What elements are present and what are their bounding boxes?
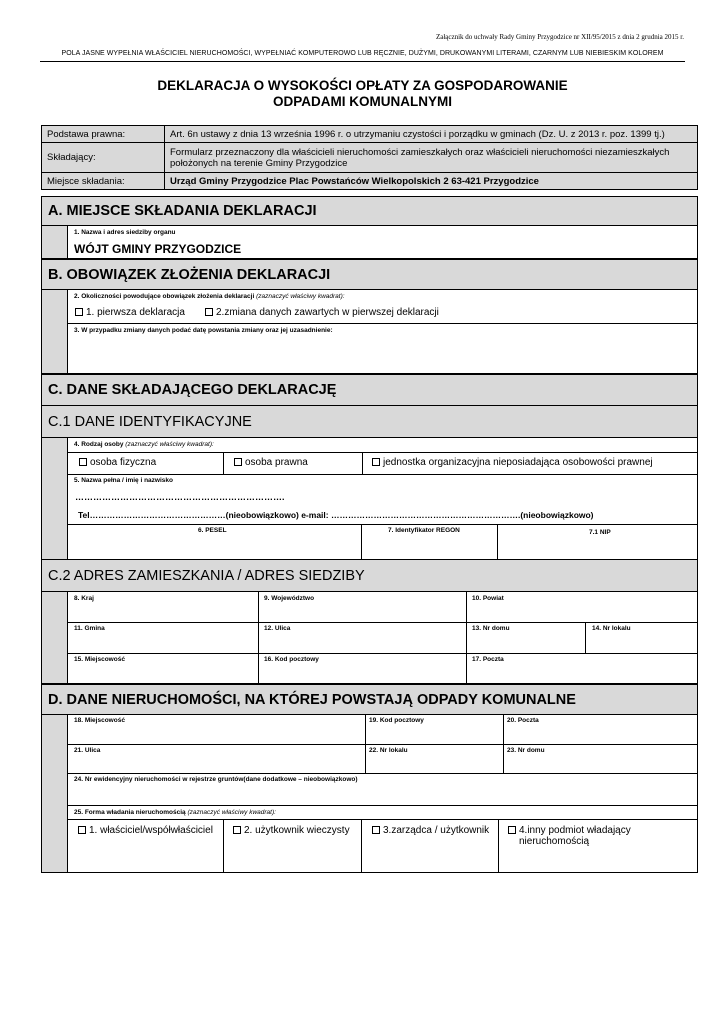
field-11-label: 11. Gmina (74, 625, 105, 632)
checkbox-icon[interactable] (234, 458, 242, 466)
row-divider (68, 323, 697, 324)
field-1-value[interactable]: WÓJT GMINY PRZYGODZICE (74, 242, 242, 256)
ownership-manager-option[interactable] (372, 825, 489, 836)
title-line-2: ODPADAMI KOMUNALNYMI (273, 94, 452, 109)
field-23-label: 23. Nr domu (507, 747, 545, 754)
field-2-label (74, 293, 345, 300)
field-25-label (74, 809, 276, 816)
cell-divider (361, 819, 362, 872)
section-a-row (41, 226, 698, 259)
person-org-option[interactable] (372, 457, 653, 468)
row-divider (68, 653, 697, 654)
field-25-hint: (zaznaczyć właściwy kwadrat): (187, 809, 276, 816)
field-2-hint: (zaznaczyć właściwy kwadrat): (256, 293, 345, 300)
field-8-label: 8. Kraj (74, 595, 94, 602)
cell-divider (223, 452, 224, 474)
row-divider (68, 805, 697, 806)
cell-divider (361, 524, 362, 559)
row-divider (68, 474, 697, 475)
ownership-owner-option[interactable] (78, 825, 213, 836)
field-15-label: 15. Miejscowość (74, 656, 125, 663)
field-4-hint: (zaznaczyć właściwy kwadrat): (125, 441, 214, 448)
row-divider (68, 819, 697, 820)
field-10-label: 10. Powiat (472, 595, 504, 602)
nip-label: 7.1 NIP (589, 529, 611, 536)
cell-divider (585, 622, 586, 653)
cell-divider (362, 452, 363, 474)
field-1-label: 1. Nazwa i adres siedziby organu (74, 229, 176, 236)
field-22-label: 22. Nr lokalu (369, 747, 408, 754)
field-24-label: 24. Nr ewidencyjny nieruchomości w rejestrze gruntów(dane dodatkowe – nieobowiązkowo) (74, 776, 358, 783)
fill-instruction: POLA JASNE WYPEŁNIA WŁAŚCICIEL NIERUCHOMOŚCI, WYPEŁNIAĆ KOMPUTEROWO LUB RĘCZNIE, DUŻYMI, DRUKOWANYMI LITERAMI, CZARNYM LUB NIEBIESKIM KOLOREM (61, 50, 664, 57)
cell-divider (466, 592, 467, 683)
declaration-change-option[interactable] (205, 307, 439, 318)
submitter-label: Składający: (42, 143, 165, 173)
person-legal-label: osoba prawna (245, 457, 308, 468)
cell-divider (497, 524, 498, 559)
section-d-heading: D. DANE NIERUCHOMOŚCI, NA KTÓREJ POWSTAJĄ ODPADY KOMUNALNE (41, 684, 698, 715)
field-2-label-text: 2. Okoliczności powodujące obowiązek złożenia deklaracji (74, 293, 255, 300)
checkbox-icon[interactable] (205, 308, 213, 316)
legal-basis-value: Art. 6n ustawy z dnia 13 września 1996 r. o utrzymaniu czystości i porządku w gminach (Dz. U. z 2013 r. poz. 1399 tj.) (165, 126, 698, 143)
cell-divider (223, 819, 224, 872)
legal-basis-label: Podstawa prawna: (42, 126, 165, 143)
ownership-owner-label: 1. właściciel/współwłaściciel (89, 825, 213, 836)
section-c2-heading: C.2 ADRES ZAMIESZKANIA / ADRES SIEDZIBY (41, 560, 698, 592)
field-21-label: 21. Ulica (74, 747, 101, 754)
checkbox-icon[interactable] (508, 826, 516, 834)
person-legal-option[interactable] (234, 457, 308, 468)
place-label: Miejsce składania: (42, 173, 165, 190)
row-divider (68, 744, 697, 745)
section-c-heading: C. DANE SKŁADAJĄCEGO DEKLARACJĘ (41, 374, 698, 406)
contact-line[interactable]: Tel…………………………………………(nieobowiązkowo) e-mail: ………………………………………………………….(nieobowiązkowo) (78, 510, 594, 520)
checkbox-icon[interactable] (78, 826, 86, 834)
field-4-label (74, 441, 214, 448)
regon-label: 7. Identyfikator REGON (388, 527, 460, 534)
field-20-label: 20. Poczta (507, 717, 539, 724)
ownership-perpetual-option[interactable] (233, 825, 350, 836)
checkbox-icon[interactable] (233, 826, 241, 834)
cell-divider (258, 592, 259, 683)
section-b-heading: B. OBOWIĄZEK ZŁOŻENIA DEKLARACJI (41, 259, 698, 290)
field-14-label: 14. Nr lokalu (592, 625, 631, 632)
field-4-label-text: 4. Rodzaj osoby (74, 441, 124, 448)
pesel-label: 6. PESEL (198, 527, 227, 534)
declaration-change-label: 2.zmiana danych zawartych w pierwszej deklaracji (216, 307, 439, 318)
row-divider (68, 452, 697, 453)
row-stub (42, 715, 68, 872)
field-13-label: 13. Nr domu (472, 625, 510, 632)
instruction-divider (40, 61, 685, 62)
checkbox-icon[interactable] (372, 826, 380, 834)
row-divider (68, 524, 697, 525)
checkbox-icon[interactable] (75, 308, 83, 316)
row-stub (42, 290, 68, 373)
declaration-first-option[interactable] (75, 307, 185, 318)
field-16-label: 16. Kod pocztowy (264, 656, 319, 663)
ownership-other-option[interactable] (508, 825, 658, 847)
row-divider (68, 773, 697, 774)
section-c1-rows (41, 438, 698, 560)
field-19-label: 19. Kod pocztowy (369, 717, 424, 724)
person-natural-label: osoba fizyczna (90, 457, 157, 468)
cell-divider (498, 819, 499, 872)
person-org-label: jednostka organizacyjna nieposiadająca osobowości prawnej (383, 457, 653, 468)
place-value: Urząd Gminy Przygodzice Plac Powstańców Wielkopolskich 2 63-421 Przygodzice (165, 173, 698, 190)
section-c1-heading: C.1 DANE IDENTYFIKACYJNE (41, 406, 698, 438)
ownership-perpetual-label: 2. użytkownik wieczysty (244, 825, 350, 836)
section-d-rows (41, 715, 698, 873)
checkbox-icon[interactable] (372, 458, 380, 466)
field-18-label: 18. Miejscowość (74, 717, 125, 724)
document-title (40, 78, 685, 110)
section-b-row (41, 290, 698, 374)
ownership-other-label: 4.inny podmiot władający nieruchomością (519, 825, 631, 847)
declaration-first-label: 1. pierwsza deklaracja (86, 307, 185, 318)
ownership-manager-label: 3.zarządca / użytkownik (383, 825, 490, 836)
title-line-1: DEKLARACJA O WYSOKOŚCI OPŁATY ZA GOSPODAROWANIE (157, 78, 568, 93)
section-c2-rows (41, 592, 698, 684)
person-natural-option[interactable] (79, 457, 156, 468)
row-stub (42, 226, 68, 258)
row-stub (42, 438, 68, 559)
row-stub (42, 592, 68, 683)
annex-note: Załącznik do uchwały Rady Gminy Przygodzice nr XII/95/2015 z dnia 2 grudnia 2015 r. (435, 33, 684, 41)
section-a-heading: A. MIEJSCE SKŁADANIA DEKLARACJI (41, 196, 698, 226)
field-3-label: 3. W przypadku zmiany danych podać datę powstania zmiany oraz jej uzasadnienie: (74, 327, 333, 334)
field-12-label: 12. Ulica (264, 625, 291, 632)
submitter-value: Formularz przeznaczony dla właścicieli nieruchomości zamieszkałych oraz właścicieli nieruchomości niezamieszkałych położonych na terenie Gminy Przygodzice (165, 143, 698, 173)
row-divider (68, 622, 697, 623)
info-table (41, 125, 698, 190)
field-25-label-text: 25. Forma władania nieruchomością (74, 809, 186, 816)
checkbox-icon[interactable] (79, 458, 87, 466)
field-5-input[interactable]: ……………………………………………………………. (75, 492, 285, 502)
field-9-label: 9. Województwo (264, 595, 315, 602)
field-17-label: 17. Poczta (472, 656, 504, 663)
field-5-label: 5. Nazwa pełna / imię i nazwisko (74, 477, 173, 484)
